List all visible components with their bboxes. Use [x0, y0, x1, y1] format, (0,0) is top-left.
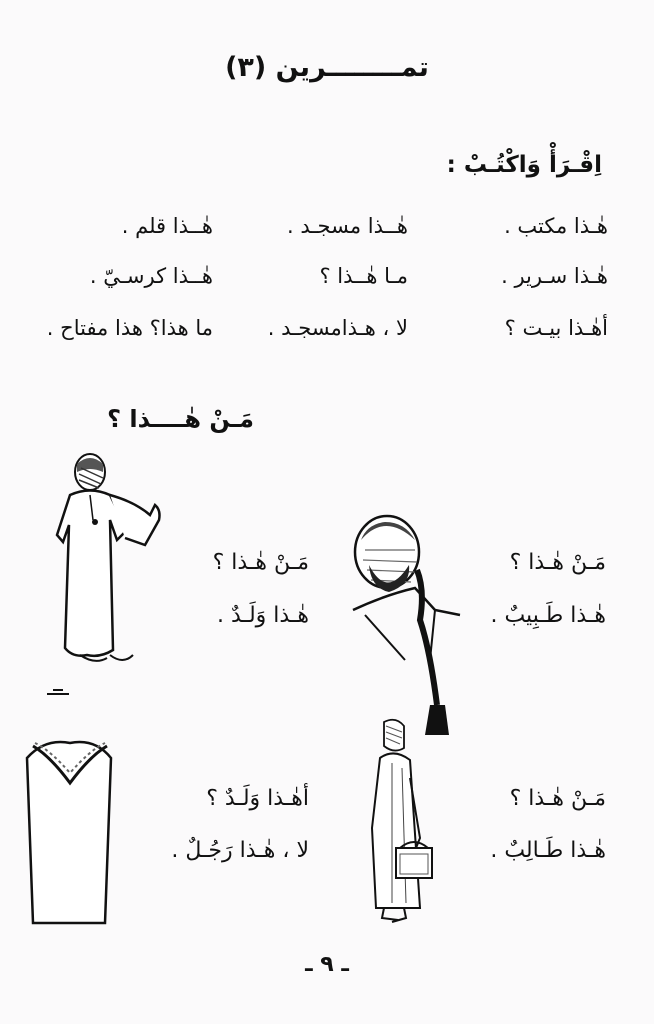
sentence: هٰـذا سـرير . [501, 264, 608, 288]
doctor-question: مَـنْ هٰـذا ؟ [509, 550, 606, 575]
student-question: مَـنْ هٰـذا ؟ [509, 786, 606, 811]
doctor-answer: هٰـذا طَـبِيبٌ . [490, 603, 606, 628]
student-illustration [370, 718, 440, 928]
sentence: هٰــذا كرسـيّ . [89, 264, 213, 288]
sentence: هٰــذا مسجـد . [287, 214, 408, 238]
sentence: لا ، هـذامسجـد . [267, 316, 408, 340]
page-number: ـ ٩ ـ [305, 952, 349, 977]
man-answer: لا ، هٰـذا رَجُـلٌ . [171, 838, 309, 863]
sentence: هٰـذا مكتب . [504, 214, 608, 238]
boy-answer: هٰـذا وَلَـدٌ . [216, 603, 309, 628]
doctor-illustration [345, 510, 470, 740]
sentence-row-3 [28, 316, 608, 356]
sentence-row-2 [28, 264, 608, 304]
student-answer: هٰـذا طَـالِبٌ . [490, 838, 606, 863]
man-illustration [25, 688, 115, 928]
boy-question: مَـنْ هٰـذا ؟ [212, 550, 309, 575]
who-question-heading: مَـنْ هٰــــذا ؟ [107, 405, 254, 433]
man-question: أهٰـذا وَلَـدٌ ؟ [206, 786, 309, 811]
boy-illustration [55, 450, 165, 675]
sentence: هٰــذا قلم . [121, 214, 213, 238]
sentence: أهٰـذا بيـت ؟ [504, 316, 608, 340]
instruction-heading: اِقْـرَأْ وَاكْتُـبْ : [446, 152, 602, 178]
sentence: مـا هٰــذا ؟ [319, 264, 408, 288]
exercise-title: تمــــــــرين (٣) [225, 52, 429, 83]
sentence-row-1 [28, 214, 608, 254]
sentence: ما هذا؟ هذا مفتاح . [46, 316, 213, 340]
